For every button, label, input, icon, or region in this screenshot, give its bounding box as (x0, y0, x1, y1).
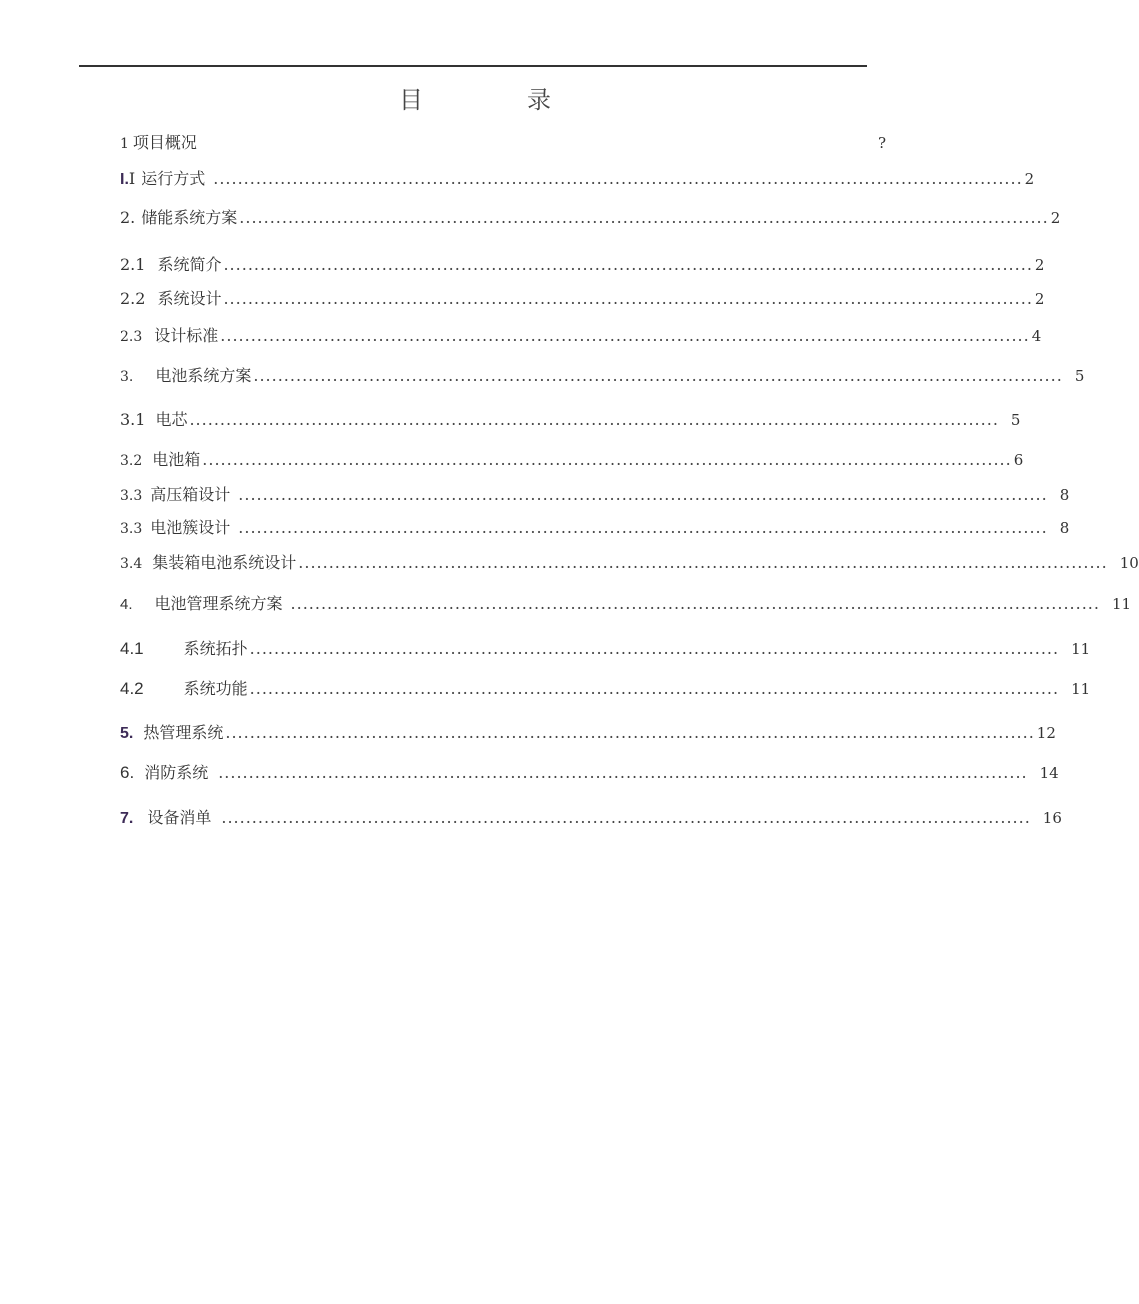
toc-entry-label: 系统设计 (157, 289, 222, 308)
toc-entry-number: 7. (120, 810, 134, 827)
toc-entry-page: 5 (1074, 367, 1085, 385)
toc-entry[interactable] (120, 289, 1045, 309)
toc-entry[interactable] (120, 125, 886, 154)
leader-dots: ..................................................................................................................................... (249, 639, 1060, 658)
leader-dots: ..................................................................................................................................... (225, 723, 1035, 742)
toc-entry[interactable] (120, 553, 1139, 574)
toc-entry-number: 3. (120, 369, 134, 385)
toc-entry-label: 集装箱电池系统设计 (152, 553, 297, 572)
toc-entry-page: 5 (1010, 411, 1021, 429)
toc-entry-page: 2 (1024, 170, 1035, 188)
toc-entry[interactable] (120, 763, 1059, 783)
toc-title: 目 录 (399, 86, 591, 114)
toc-entry-number: 3.3 (120, 521, 143, 537)
toc-entry-label: 系统简介 (157, 255, 222, 274)
toc-entry[interactable] (120, 485, 1070, 506)
toc-entry-page: 8 (1059, 486, 1070, 504)
toc-entry-number: 2.1 (120, 255, 146, 274)
toc-entry-page: 12 (1036, 724, 1056, 742)
toc-entry-number: 2.3 (120, 329, 143, 345)
toc-entry-page: 2 (1034, 290, 1045, 308)
toc-entry-number: 6. (120, 763, 135, 782)
toc-entry-number-suffix: I (128, 169, 136, 188)
toc-entry-label: 电池簇设计 (150, 518, 231, 537)
toc-entry-label: 电池管理系统方案 (154, 594, 283, 613)
toc-entry[interactable] (120, 255, 1045, 275)
leader-dots: ..................................................................................................................................... (253, 366, 1063, 385)
toc-entry[interactable] (120, 450, 1024, 471)
leader-dots: ..................................................................................................................................... (239, 208, 1049, 227)
toc-entry-number: 1 (120, 136, 129, 152)
toc-entry-label: 消防系统 (144, 763, 209, 782)
toc-entry-number: 2.2 (120, 289, 146, 308)
toc-entry-page: 16 (1042, 809, 1062, 827)
toc-entry-number: 2. (120, 208, 136, 227)
leader-dots: ..................................................................................................................................... (213, 169, 1023, 188)
toc-entry[interactable] (120, 723, 1056, 744)
leader-dots: ..................................................................................................................................... (290, 594, 1100, 613)
toc-entry-label: 热管理系统 (143, 723, 224, 742)
toc-entry-page: 11 (1111, 595, 1132, 613)
toc-entry-label: 系统拓扑 (183, 639, 248, 658)
toc-entry-number: 4. (120, 596, 133, 613)
toc-entry-number: 3.4 (120, 556, 143, 572)
toc-entry[interactable] (120, 518, 1070, 539)
toc-entry-label: 系统功能 (183, 679, 248, 698)
leader-dots: ..................................................................................................................................... (238, 485, 1048, 504)
leader-dots: ..................................................................................................................................... (202, 450, 1012, 469)
leader-dots: ..................................................................................................................................... (249, 679, 1060, 698)
toc-entry-label: 设备消单 (147, 808, 212, 827)
toc-entry[interactable] (120, 326, 1042, 347)
toc-entry-number: I. (120, 171, 129, 188)
toc-entry-page: 10 (1119, 554, 1139, 572)
toc-entry-page: 6 (1013, 451, 1024, 469)
toc-entry-label: 项目概况 (132, 133, 197, 152)
toc-entry[interactable] (120, 639, 1091, 659)
leader-dots: ..................................................................................................................................... (223, 255, 1033, 274)
toc-entry-label: 运行方式 (141, 169, 206, 188)
toc-entry-page: 11 (1071, 680, 1091, 698)
toc-entry[interactable] (120, 366, 1085, 387)
leader-dots: ..................................................................................................................................... (221, 808, 1031, 827)
toc-entry-label: 设计标准 (154, 326, 219, 345)
toc-entry-number: 5. (120, 725, 134, 742)
toc-entry-page: ? (877, 134, 886, 152)
toc-entry-page: 11 (1071, 640, 1091, 658)
toc-entry[interactable] (120, 410, 1021, 430)
toc-entry-number: 4.2 (120, 679, 144, 698)
leader-dots: ..................................................................................................................................... (218, 763, 1028, 782)
toc-entry-number: 3.2 (120, 453, 143, 469)
leader-dots: ..................................................................................................................................... (189, 410, 999, 429)
toc-entry-page: 14 (1039, 764, 1059, 782)
toc-entry-page: 8 (1059, 519, 1070, 537)
toc-entry-number: 4.1 (120, 639, 144, 658)
toc-entry[interactable] (120, 679, 1091, 699)
toc-entry-page: 2 (1034, 256, 1045, 274)
leader-dots: ..................................................................................................................................... (238, 518, 1048, 537)
leader-dots: ..................................................................................................................................... (298, 553, 1108, 572)
toc-entry-label: 电芯 (155, 410, 188, 429)
toc-entry[interactable] (120, 594, 1132, 615)
leader-dots: ..................................................................................................................................... (223, 289, 1033, 308)
toc-entry-label: 电池箱 (152, 450, 201, 469)
toc-entry-number: 3.1 (120, 410, 146, 429)
toc-entry-label: 储能系统方案 (141, 208, 238, 227)
leader-dots: ..................................................................................................................................... (220, 326, 1030, 345)
toc-entry-number: 3.3 (120, 488, 143, 504)
toc-entry-page: 4 (1031, 327, 1042, 345)
header-rule (79, 65, 867, 67)
toc-entry-label: 电池系统方案 (155, 366, 252, 385)
toc-entry[interactable] (120, 169, 1035, 190)
toc-entry[interactable] (120, 208, 1061, 228)
toc-entry-label: 高压箱设计 (150, 485, 231, 504)
toc-entry-page: 2 (1050, 209, 1061, 227)
toc-entry[interactable] (120, 808, 1062, 829)
